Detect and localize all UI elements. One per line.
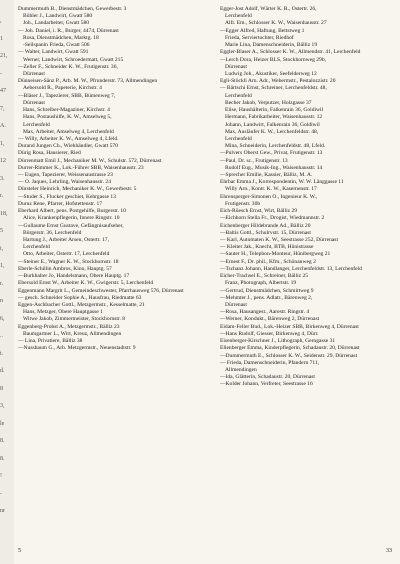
directory-entry-line: -Seilspanin Frieda, Gwatt 506 xyxy=(23,42,90,49)
directory-entry-line: Otto, Arbeiter, Ostertr. 17, Lerchenfeld xyxy=(23,251,110,258)
directory-entry-line: —Ernest F., Dr. phil., Kfm., Schönauweg 2 xyxy=(220,258,316,265)
directory-entry-line: —Baltis Gottl., Schulrvstr. 15, Dürrenast xyxy=(220,229,311,236)
directory-entry-line: Durand Jungen Ch., Wiehhändler, Gwatt 570 xyxy=(18,143,118,150)
directory-entry-line: —Egger Alfred, Haftung, Bettstweg 1 xyxy=(220,27,305,34)
directory-entry-line: —Mehmter J., pens. Adlatr., Bärenweg 2, xyxy=(220,294,313,301)
left-margin-fragments xyxy=(0,0,14,564)
left-column xyxy=(18,6,194,353)
directory-entry-line: Hans, Schreiber-Magaziner, Kirchstr. 4 xyxy=(23,107,110,114)
margin-fragment: - xyxy=(0,490,2,497)
directory-entry-line: Alfr. Em., Schlosser K. W., Waisenhausstr. 27 xyxy=(225,20,327,27)
margin-fragment: 3, xyxy=(0,403,5,409)
margin-fragment: 6, xyxy=(0,315,5,322)
directory-entry-line: Dürrenast xyxy=(225,301,247,308)
page-number: 33 xyxy=(386,548,392,554)
directory-entry-line: Rosa, Dienstmädchen, Marktg. 18 xyxy=(23,34,99,41)
directory-entry-line: Rudolf Eug., Musik-Ing., Waisenhausstr. 14 xyxy=(225,164,323,171)
directory-entry-line: Eggen-Aschbacher Gottl., Metzgermstr., Kesselmatte, 21 xyxy=(18,301,145,308)
directory-entry-line: —Steiner E., Wagner K. W., Stockhornstr. 18 xyxy=(18,258,119,265)
margin-fragment: 8 xyxy=(0,385,3,392)
directory-entry-line: Frutigenstr. 30b xyxy=(225,200,261,207)
directory-entry-line: Dummermuth B., Dienstmädchen, Gewerbestr. 3 xyxy=(18,6,127,12)
footer-left-mark: 5 xyxy=(18,548,21,554)
margin-fragment: 1 xyxy=(0,35,3,42)
margin-fragment: 1, xyxy=(0,263,5,269)
directory-entry-line: Ebersold Ernst W., Arbeiter K. W., Gwigerstr. 5, Lerchenfeld xyxy=(18,280,154,287)
directory-entry-line: Dürig Rosa, Hausierer, Ried xyxy=(18,150,81,157)
margin-fragment: 12 xyxy=(0,158,6,164)
right-column xyxy=(220,6,394,389)
directory-entry-line: —Ida, Glätterin, Schadaustr. 20, Dürrenast xyxy=(220,374,315,381)
margin-fragment: 21, xyxy=(0,53,8,59)
directory-entry-line: Aebersold R., Papeterie, Kirchstr. 4 xyxy=(23,85,102,92)
directory-entry-line: Lerchenfeld xyxy=(225,135,252,142)
directory-entry-line: Ehrensperger-Simonen O., Ingenieur K. W., xyxy=(220,193,318,200)
directory-entry-line: — Eugen, Tapezierer, Weissenaustrasse 23 xyxy=(18,172,113,179)
directory-entry-line: Witwe Jakob, Zimmermeister, Stockhornstr. 8 xyxy=(23,316,125,323)
directory-entry-line: Dünneisen-Sänz P., Arb. M. W., Pfrunderstr. 73, Allmendingen xyxy=(18,78,158,85)
directory-entry-line: Hermann, Fabrikarbeiter, Waisenhausstr. 12 xyxy=(225,114,323,121)
directory-entry-line: —Nussbaum G., Arb. Metzgermstr., Neuenstadtstr. 9 xyxy=(18,345,136,352)
margin-fragment: 8. xyxy=(0,455,5,462)
directory-entry-line: Baumgartner L., Wirt, Kreuz, Allmendingen xyxy=(23,330,122,337)
directory-entry-line: Durrer-Rimmer K., Lok.-Führer SBB, Waisenhausstr. 23 xyxy=(18,164,144,171)
directory-entry-line: Dürrenast xyxy=(225,63,247,70)
directory-entry-line: — Kleiter Jak., Knecht, BTB, Hünistrasse xyxy=(220,244,314,251)
directory-entry-line: — Joh. Daniel, i. R., Burger, 4474, Dürrenast xyxy=(18,27,119,34)
directory-entry-line: Eggenmann Margrit L., Gemeindeschwester, Pfarrhausweg 576, Dürrenast xyxy=(18,287,184,294)
directory-entry-line: Elise, Haushälterin, Falkenrain 36, Goldiwil xyxy=(225,107,324,114)
margin-fragment: 1, xyxy=(0,140,5,147)
directory-entry-line: Max, Ausläufer K. W., Lerchenfeldstr. 48, xyxy=(225,128,319,135)
margin-fragment: 18, xyxy=(0,210,8,217)
margin-fragment: i, xyxy=(0,245,4,252)
margin-fragment: A. xyxy=(0,123,6,129)
directory-entry-line: Eidam-Feller Bud., Lok.-Heizer SBB, Birkenweg 4, Dürrenast xyxy=(220,323,359,330)
directory-entry-line: Alice, Krankenpflegerin, Innere Ringstr. 10 xyxy=(23,215,120,222)
directory-entry-line: Johann, Landwirt, Falkenrain 36, Goldiwil xyxy=(225,121,320,128)
directory-entry-line: — gesch. Schneider Sophie A., Hausfrau, Riedmatte 63 xyxy=(18,294,142,301)
directory-entry-line: —Dummermuth E., Schlosser K. W., Seidenstr. 29, Dürrenast xyxy=(220,352,358,359)
directory-entry-line: —Paul, Dr. sc., Frutigenstr. 13 xyxy=(220,157,288,164)
directory-page xyxy=(14,0,400,564)
directory-entry-line: —Zeller F., Schneider K. W., Frutigenstr. 36, xyxy=(18,63,118,70)
directory-entry-line: Eichenberger Hildebrande Ad., Bälliz 20 xyxy=(220,222,311,229)
margin-fragment: n xyxy=(0,298,3,304)
margin-fragment: .. xyxy=(0,333,3,339)
directory-entry-line: —Gertrud, Dienstmädchen, Schmittweg 9 xyxy=(220,287,314,294)
margin-fragment: 8. xyxy=(0,438,5,444)
margin-fragment: r. xyxy=(0,193,4,199)
directory-entry-line: Eberle-Schillin Ambros, Kino, Hauptg. 57 xyxy=(18,265,112,272)
directory-entry-line: —Lerch Dora, Heizer BLS, Stockhornweg 29b, xyxy=(220,56,326,63)
directory-entry-line: Hans, Metzger, Obere Hauptgasse 1 xyxy=(23,309,103,316)
directory-entry-line: Eich-Rüesch Ernst, Wirt, Bälliz 29 xyxy=(220,208,298,215)
directory-entry-line: Becher Jakob, Verputzer, Holzgasse 37 xyxy=(225,99,312,106)
directory-entry-line: Hans, Postaushilfe, K. W., Amselweg 5, xyxy=(23,114,112,121)
directory-entry-line: — Bärtschi Ernst, Schreiner, Lerchenfeldstr. 48, xyxy=(220,85,327,92)
directory-entry-line: Marie Lina, Damenschneiderin, Bälliz 19 xyxy=(225,42,318,49)
directory-entry-line: — Lina, Privatiere, Bälliz 38 xyxy=(18,338,83,345)
margin-fragment: ! xyxy=(0,473,2,479)
margin-fragment: nr xyxy=(0,508,5,514)
directory-entry-line: —Pulvers Oberst Gew., Privat, Frutigenstr. 13 xyxy=(220,150,323,157)
directory-entry-line: Eicher-Trachsel E., Schreiner, Bälliz 25 xyxy=(220,273,309,280)
directory-entry-line: Franz, Photograph, Albertstr. 19 xyxy=(225,280,297,287)
margin-fragment: , xyxy=(0,18,2,24)
directory-entry-line: —Rosa, Hausangest., Aarestr. Ringstr. 4 xyxy=(220,309,310,316)
directory-entry-line: Joh., Landarbeiter, Gwatt 580 xyxy=(23,20,90,27)
directory-entry-line: Frieda, Serviertochter, Riedhof xyxy=(225,34,294,41)
directory-entry-line: Eggler-Blaser A., Schlosser K. W., Allmendstr. 41, Lerchenfeld xyxy=(220,49,361,56)
directory-entry-line: Dürsteler Heinrich, Mechaniker K. W., Gewerbestr. 5 xyxy=(18,186,137,193)
directory-entry-line: Ellenberger Emma, Kinderpflegerin, Schadaustr. 20, Dürrenast xyxy=(220,345,360,352)
directory-entry-line: Ludwig Joh., Akustiker, Seefelderweg 12 xyxy=(225,70,317,77)
margin-fragment: - xyxy=(0,70,2,77)
margin-fragment: 47 xyxy=(0,88,6,94)
directory-entry-line: — Karl, Automaten K. W., Seestrasse 252, Dürrenast xyxy=(220,237,339,243)
directory-entry-line: Bühler J., Landwirt, Gwatt 580 xyxy=(23,13,93,20)
margin-fragment: t. xyxy=(0,350,4,357)
directory-entry-line: —Werner, Kondukt., Bärenweg 2, Dürrenast xyxy=(220,316,320,323)
directory-entry-line: —Sauter H., Telephon-Monteur, Hünibergweg 21 xyxy=(220,251,331,258)
directory-entry-line: Lerchenfeld xyxy=(23,244,50,251)
directory-entry-line: Allmendingen xyxy=(225,366,257,373)
margin-fragment: r. xyxy=(0,280,4,287)
directory-entry-line: Eisenberger-Kirschner J., Lithograph, Gerngasse 31 xyxy=(220,338,336,345)
directory-entry-line: Bürgerstr. 36, Lerchenfeld xyxy=(23,229,82,236)
directory-entry-line: —Hans Rudolf, Giesser, Birkenweg 4, Dürr. xyxy=(220,330,319,337)
directory-entry-line: —Studer S., Flucker geschiet, Kehrgasse 13 xyxy=(18,193,116,200)
directory-entry-line: Dürrenast xyxy=(23,70,45,77)
directory-entry-line: — Frieda, Damenschneiderin, Pfandern 711, xyxy=(220,359,320,366)
directory-entry-line: Hartung J., Arbeiter Arsen, Ostertr. 17, xyxy=(23,237,109,243)
directory-entry-line: —Kolder Johann, Verfreter, Seestrasse 16 xyxy=(220,381,313,388)
margin-fragment: d. xyxy=(0,368,5,374)
directory-entry-line: Lerchenfeld xyxy=(225,13,252,20)
directory-entry-line: Lerchenfeld xyxy=(225,92,252,99)
directory-entry-line: —Burkhalter Jo, Handelsmann, Obere Hauptg. 17 xyxy=(18,273,130,280)
directory-entry-line: — O. Jaques, Lehrling, Waisenhausstr. 24 xyxy=(18,179,111,186)
margin-fragment: 7, xyxy=(0,105,5,112)
directory-entry-line: Egli-Stöckli Arn. Adr., Webermstr., Pestalozzistr. 20 xyxy=(220,78,336,85)
directory-entry-line: — Walter, Landwirt, Gwatt 591 xyxy=(18,49,89,56)
directory-entry-line: —Bläser J., Tapezierer, SBB, Bümenweg 7, xyxy=(18,92,116,99)
directory-entry-line: Duruz Rene, Pfarrer, Hofstettenstr. 17 xyxy=(18,200,103,207)
directory-entry-line: Werner, Landwirt, Schroedermatt, Gwatt 215 xyxy=(23,56,124,63)
directory-entry-line: — Willy, Arbeiter K. W., Amselweg 4, Lfeld. xyxy=(18,135,119,142)
directory-entry-line: Mina, Schneiderin, Lerchenfeldstr. 48, Lfeld. xyxy=(225,143,326,150)
directory-entry-line: Eberhard Albert, pens. Postgehilfe, Burgerstr. 10 xyxy=(18,208,126,215)
directory-entry-line: —Sprecher Emilie, Kassier, Bälliz, M. A. xyxy=(220,172,313,179)
directory-entry-line: Max, Arbeiter, Amselweg 4, Lerchenfeld xyxy=(23,128,114,135)
margin-fragment: 3. xyxy=(0,175,5,182)
directory-entry-line: —Eichhorn Stella Fr., Drogist, Wiedmannstr. 2 xyxy=(220,215,325,222)
directory-entry-line: Willy Arn., Kontr. K. W., Kasernenstr. 17 xyxy=(225,186,317,193)
directory-entry-line: —Tschanz Johann, Handlanger, Lerchenfeldstr. 13, Lerchenfeld xyxy=(220,265,362,272)
directory-entry-line: Dürrenast xyxy=(23,99,45,106)
directory-entry-line: Eggenberg-Probst A., Metzgermstr., Bälliz 23 xyxy=(18,323,120,330)
directory-entry-line: —Gullaume Ernst Gustave, Gefängnisaufseher, xyxy=(18,222,124,229)
directory-entry-line: Dürrenmatt Emil J., Mechaniker M. W., Schulstr. 572, Dürrenast xyxy=(18,157,162,164)
directory-entry-line: Ehrbar Emma J., Korrespondentin, W. W. Länggasse 11 xyxy=(220,179,344,186)
margin-fragment: le xyxy=(0,420,5,427)
margin-fragment: 5 xyxy=(0,228,3,234)
directory-entry-line: Lerchenfeld xyxy=(23,121,50,128)
directory-entry-line: Egger-Jost Adolf, Wärter K. R., Ostertr. 26, xyxy=(220,6,317,12)
